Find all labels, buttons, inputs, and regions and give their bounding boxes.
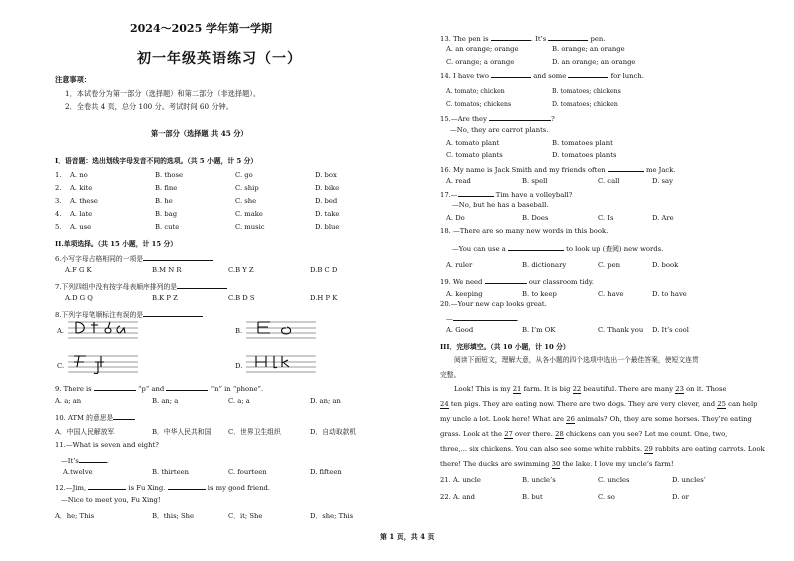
q13-text-3: pen. [590,35,606,43]
passage-text: three,... six chickens. You can also see some white rabbits. [440,445,642,453]
q18-reply-text-2: to look up (查阅) new words. [566,245,664,253]
passage-blank-28: 28 [555,430,564,438]
q9-stem [55,383,263,393]
q8-label-b: B. [235,327,243,335]
q13-text-1: 13. The pen is [440,35,489,43]
q22-opt-b: B. but [522,493,543,501]
q12-opt-d: D．she; This [310,512,354,520]
phonics-3-num: 3. [55,197,62,205]
q21-opt-d: D. uncles’ [672,476,706,484]
passage-blank-29: 29 [644,445,653,453]
q10-blank [113,412,135,420]
passage-text: on it. Those [686,385,727,393]
phonics-4-b: B. bag [155,210,178,218]
q19-blank [485,276,527,284]
passage-text: chickens can you see? Let me count. One, two, [565,430,728,438]
q8-label-a: A. [57,327,65,335]
q21-opt-a: 21. A. uncle [440,476,481,484]
passage-text: over there. [515,430,553,438]
q7-blank [177,281,227,289]
exam-year: 2024～2025 学年第一学期 [130,22,273,35]
q21-opt-c: C. uncles [598,476,630,484]
cloze-heading: III．完形填空。（共 10 小题，计 10 分） [440,343,570,351]
q20-opt-d: D. It’s cool [652,326,689,334]
q14-text-3: for lunch. [610,72,644,80]
passage-text: beautiful. There are many [583,385,674,393]
passage-line-4 [440,430,727,438]
q6-stem [55,253,213,263]
q19-text-2: our classroom tidy. [528,278,594,286]
phonics-heading: I．语音题：选出划线字母发音不同的选项。（共 5 小题，计 5 分） [55,157,258,165]
q19-opt-c: C. have [598,290,624,298]
phonics-3-c: C. she [235,197,257,205]
q11-opt-d: D. fifteen [310,468,342,476]
q17-text-2: Tim have a volleyball? [495,191,573,199]
passage-text: Look! This is my [454,385,511,393]
q15-reply: —No, they are carrot plants. [450,126,549,134]
q10-opt-a: A．中国人民解放军 [55,428,115,436]
q6-opt-c: C.B Y Z [228,266,254,274]
q11-opt-b: B. thirteen [152,468,190,476]
q12-text-3: is my good friend. [207,484,270,492]
q15-opt-b: B. tomatoes plant [552,139,613,147]
q6-opt-a: A.F G K [65,266,92,274]
passage-blank-30: 30 [551,460,561,468]
cloze-intro: 阅读下面短文，理解大意，从各小题的四个选项中选出一个最佳答案，使短文连贯 [454,356,699,364]
q11-reply-text: —It’s [61,457,79,465]
q9-opt-d: D. an; an [310,397,341,405]
page-footer: 第 1 页，共 4 页 [380,532,435,541]
q8-blank [143,309,203,317]
q12-blank-2 [168,482,206,490]
q6-opt-b: B.M N R [152,266,182,274]
phonics-1-num: 1. [55,171,62,179]
q16-blank [608,164,644,172]
q16-opt-c: C. call [598,177,620,185]
q18-opt-c: C. pen [598,261,621,269]
q22-opt-a: 22. A. and [440,493,475,501]
q15-opt-a: A. tomato plant [446,139,500,147]
q20-opt-a: A. Good [446,326,474,334]
phonics-4-d: D. take [315,210,340,218]
q9-opt-b: B. an; a [152,397,179,405]
q13-blank-2 [548,33,588,41]
exam-title: 初一年级英语练习（一） [137,51,302,67]
q12-opt-a: A．he; This [55,512,95,520]
q16-stem [440,164,676,174]
q11-opt-a: A.twelve [63,468,93,476]
passage-text: my uncle a lot. Look here! What are [440,415,565,423]
passage-text: the lake. I love my uncle’s farm! [562,460,674,468]
q9-text-2: “p” and [138,385,165,393]
q20-reply: — . [446,315,519,323]
q7-opt-c: C.B D S [228,294,255,302]
q13-opt-a: A. an orange; orange [446,45,519,53]
q19-opt-a: A. keeping [446,290,483,298]
q14-text-2: and some [533,72,567,80]
q9-text-1: 9. There is [55,385,92,393]
q9-blank-2 [166,383,208,391]
q13-opt-b: B. orange; an orange [552,45,625,53]
q18-opt-d: D. book [652,261,679,269]
phonics-4-a: A. late [70,210,93,218]
q15-opt-c: C. tomato plants [446,151,503,159]
q18-reply [452,243,663,253]
q12-text-1: 12.—Jim, [55,484,87,492]
q11-opt-c: C. fourteen [228,468,267,476]
q14-opt-c: C. tomatos; chickens [446,101,512,108]
passage-blank-23: 23 [675,385,684,393]
phonics-1-b: B. those [155,171,184,179]
phonics-4-num: 4. [55,210,62,218]
passage-blank-22: 22 [572,385,582,393]
note-1: 1．本试卷分为第一部分（选择题）和第二部分（非选择题）。 [65,89,261,98]
q7-opt-a: A.D G Q [65,294,93,302]
passage-line-1 [454,385,726,393]
q15-stem: 15.—Are they ? [440,115,555,123]
q19-text-1: 19. We need [440,278,483,286]
q16-text-1: 16. My name is Jack Smith and my friends often [440,166,606,174]
q12-blank-1 [88,482,126,490]
passage-text: can help [728,400,758,408]
passage-text: farm. It is big [523,385,571,393]
phonics-2-d: D. bike [315,184,340,192]
phonics-1-c: C. go [235,171,253,179]
passage-line-2 [440,400,757,408]
q17-opt-d: D. Are [652,214,674,222]
q6-text: 6.小写字母占格相同的一项是 [55,255,144,263]
q9-text-3: “n” in “phone”. [210,385,264,393]
note-2: 2．全卷共 4 页，总分 100 分。考试时间 60 分钟。 [65,102,233,111]
phonics-2-num: 2. [55,184,62,192]
q20-blank [453,313,517,321]
q7-opt-b: B.K P Z [152,294,178,302]
passage-blank-26: 26 [566,415,575,423]
passage-line-3 [440,415,752,423]
passage-text: ten pigs. They are eating now. There are two dogs. They are very clever, and [450,400,716,408]
passage-text: grass. Look at the [440,430,503,438]
q8-label-d: D. [235,362,243,370]
phonics-2-c: C. ship [235,184,259,192]
q19-opt-b: B. to keep [522,290,557,298]
q19-opt-d: D. to have [652,290,687,298]
q9-opt-c: C. a; a [228,397,250,405]
q8-label-c: C. [57,362,65,370]
passage-blank-27: 27 [504,430,513,438]
q12-stem [55,482,270,492]
phonics-5-d: D. blue [315,223,340,231]
q16-opt-a: A. read [446,177,471,185]
passage-text: animals? Oh, they are some horses. They’re eating [577,415,752,423]
q18-stem: 18. —There are so many new words in this book. [440,227,609,235]
q15-blank [489,113,551,121]
passage-line-6 [440,460,674,468]
q12-opt-b: B．this; She [152,512,195,520]
q8-handwriting-b [246,316,316,340]
phonics-1-a: A. no [70,171,88,179]
q10-opt-c: C．世界卫生组织 [228,428,281,436]
phonics-2-a: A. kite [70,184,93,192]
q8-text: 8.下列字母笔顺标注有误的是 [55,311,144,319]
phonics-3-a: A. these [70,197,98,205]
q17-opt-a: A. Do [446,214,465,222]
q18-blank [508,243,564,251]
phonics-5-c: C. music [235,223,265,231]
q12-opt-c: C．it; She [228,512,263,520]
q12-text-2: is Fu Xing. [128,484,166,492]
q17-blank [458,189,494,197]
phonics-3-d: D. bed [315,197,338,205]
q19-stem [440,276,594,286]
cloze-intro-2: 完整。 [440,371,461,379]
passage-blank-21: 21 [512,385,522,393]
phonics-3-b: B. he [155,197,173,205]
passage-blank-24: 24 [440,400,449,408]
q14-opt-d: D. tomatoes; chicken [552,101,618,108]
q9-blank-1 [94,383,136,391]
q17-opt-c: C. Is [598,214,614,222]
q20-reply-text: — [446,315,453,323]
q13-opt-d: D. an orange; an orange [552,58,636,66]
notes-title: 注意事项： [55,75,91,84]
q13-opt-c: C. orange; a orange [446,58,515,66]
phonics-5-num: 5. [55,223,62,231]
q22-opt-c: C. so [598,493,615,501]
q13-text-2: . It’s [530,35,547,43]
q13-blank-1 [491,33,531,41]
q22-opt-d: D. or [672,493,689,501]
q14-blank-2 [568,70,608,78]
q10-opt-d: D．自动取款机 [310,428,357,436]
q16-text-2: me Jack. [646,166,676,174]
q17-reply: —No, but he has a baseball. [452,201,549,209]
q11-reply: —It’s . [61,457,110,465]
q10-opt-b: B．中华人民共和国 [152,428,212,436]
q6-opt-d: D.B C D [310,266,338,274]
phonics-1-d: D. box [315,171,337,179]
q8-handwriting-c [68,352,138,374]
q17-text-1: 17.— [440,191,458,199]
passage-text: there! The ducks are swimming [440,460,550,468]
q17-stem [440,189,572,199]
q17-opt-b: B. Does [522,214,549,222]
q12-reply: —Nice to meet you, Fu Xing! [61,496,161,504]
phonics-2-b: B. fine [155,184,178,192]
phonics-5-b: B. cute [155,223,180,231]
q15-text: 15.—Are they [440,115,487,123]
q11-stem: 11.—What is seven and eight? [55,441,159,449]
passage-line-5 [440,445,765,453]
part1-heading: 第一部分（选择题 共 45 分） [151,129,248,138]
q14-blank-1 [491,70,531,78]
q21-opt-b: B. uncle’s [522,476,556,484]
q18-opt-b: B. dictionary [522,261,567,269]
q11-blank [79,455,107,463]
q18-reply-text-1: —You can use a [452,245,506,253]
q13-stem [440,33,605,43]
q9-opt-a: A. a; an [55,397,82,405]
q7-opt-d: D.H P K [310,294,338,302]
q15-opt-d: D. tomatoes plants [552,151,617,159]
q20-opt-c: C. Thank you [598,326,644,334]
q16-opt-b: B. spell [522,177,548,185]
q14-stem [440,70,644,80]
q10-text: 10. ATM 的意思是 [55,414,114,422]
q16-opt-d: D. say [652,177,673,185]
q6-blank [143,253,213,261]
q20-stem: 20.—Your new cap looks great. [440,300,547,308]
q7-stem [55,281,227,291]
single-choice-heading: II.单项选择。（共 15 小题，计 15 分） [55,240,178,248]
passage-text: rabbits are eating carrots. Look [655,445,765,453]
q18-opt-a: A. ruler [446,261,473,269]
q20-opt-b: B. I’m OK [522,326,556,334]
q14-opt-b: B. tomatoes; chickens [552,88,621,95]
q8-handwriting-a [68,318,138,340]
phonics-5-a: A. use [70,223,92,231]
q8-handwriting-d [246,352,316,374]
q10-stem [55,412,135,422]
q14-text-1: 14. I have two [440,72,489,80]
passage-blank-25: 25 [717,400,726,408]
phonics-4-c: C. make [235,210,263,218]
q14-opt-a: A. tomato; chicken [446,88,505,95]
q7-text: 7.下列四组中没有按字母表顺序排列的是 [55,283,178,291]
